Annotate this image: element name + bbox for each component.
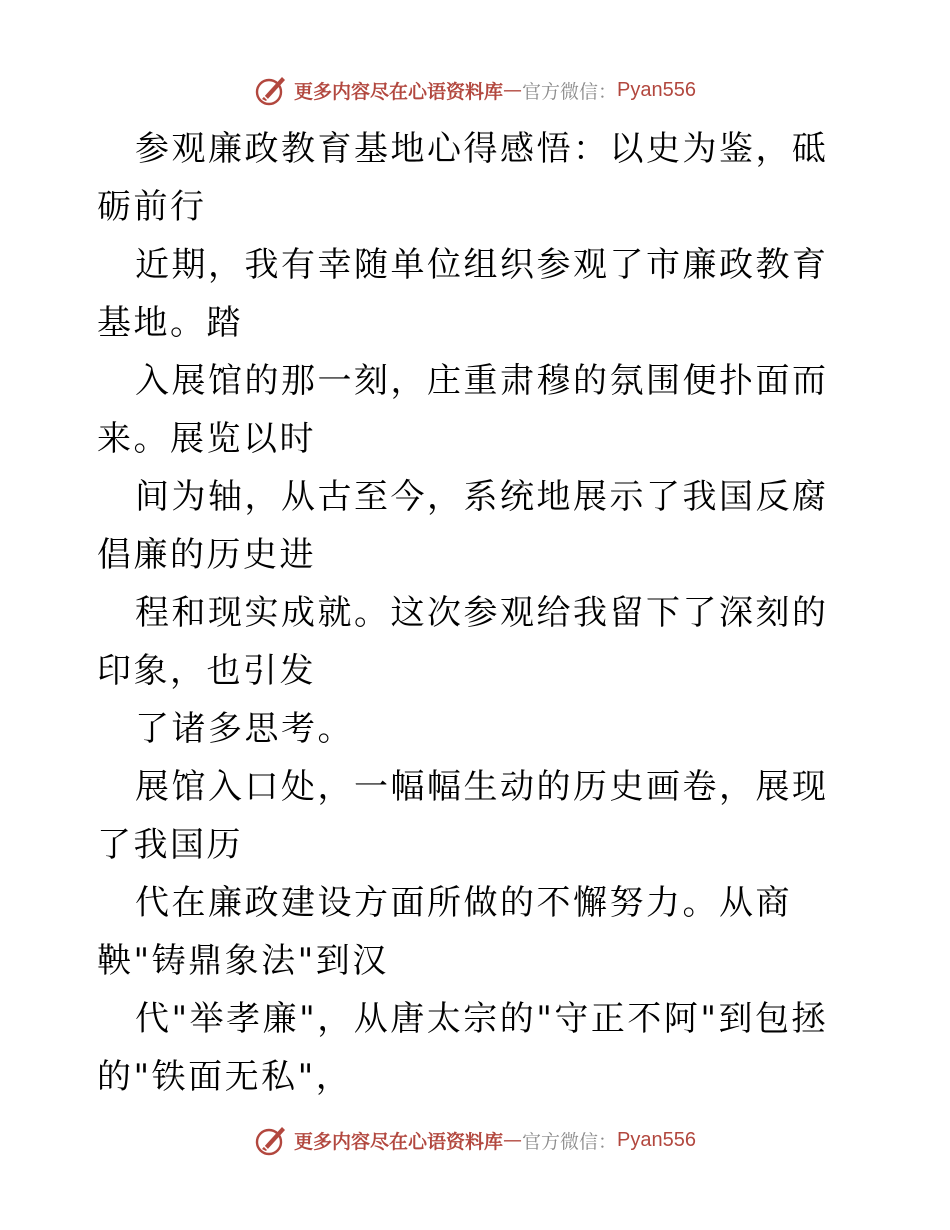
document-body bbox=[0, 120, 950, 1106]
quill-logo-icon bbox=[254, 1123, 288, 1157]
header-wechat-handle: Pyan556 bbox=[617, 78, 696, 101]
paragraph: 近期，我有幸随单位组织参观了市廉政教育基地。踏 bbox=[97, 245, 829, 343]
footer-watermark bbox=[0, 1120, 950, 1160]
footer-brand-text: 更多内容尽在心语资料库 bbox=[294, 1130, 504, 1153]
paragraph: 了诸多思考。 bbox=[135, 709, 354, 749]
footer-dash: — bbox=[503, 1129, 523, 1151]
paragraph: 入展馆的那一刻，庄重肃穆的氛围便扑面而来。展览以时 bbox=[97, 361, 829, 459]
header-brand-text: 更多内容尽在心语资料库 bbox=[294, 80, 504, 103]
footer-official-label: 官方微信： bbox=[522, 1130, 618, 1153]
paragraph: 间为轴，从古至今，系统地展示了我国反腐倡廉的历史进 bbox=[97, 477, 829, 575]
paragraph-title: 参观廉政教育基地心得感悟：以史为鉴，砥砺前行 bbox=[97, 129, 829, 227]
paragraph: 程和现实成就。这次参观给我留下了深刻的印象，也引发 bbox=[97, 593, 829, 691]
paragraph: 展馆入口处，一幅幅生动的历史画卷，展现了我国历 bbox=[97, 767, 829, 865]
quill-logo-icon bbox=[254, 73, 288, 107]
header-dash: — bbox=[503, 79, 523, 101]
header-watermark bbox=[0, 70, 950, 110]
header-official-label: 官方微信： bbox=[522, 80, 618, 103]
paragraph: 代"举孝廉"，从唐太宗的"守正不阿"到包拯的"铁面无私"， bbox=[97, 999, 829, 1097]
paragraph: 代在廉政建设方面所做的不懈努力。从商鞅"铸鼎象法"到汉 bbox=[97, 883, 792, 981]
footer-wechat-handle: Pyan556 bbox=[617, 1128, 696, 1151]
